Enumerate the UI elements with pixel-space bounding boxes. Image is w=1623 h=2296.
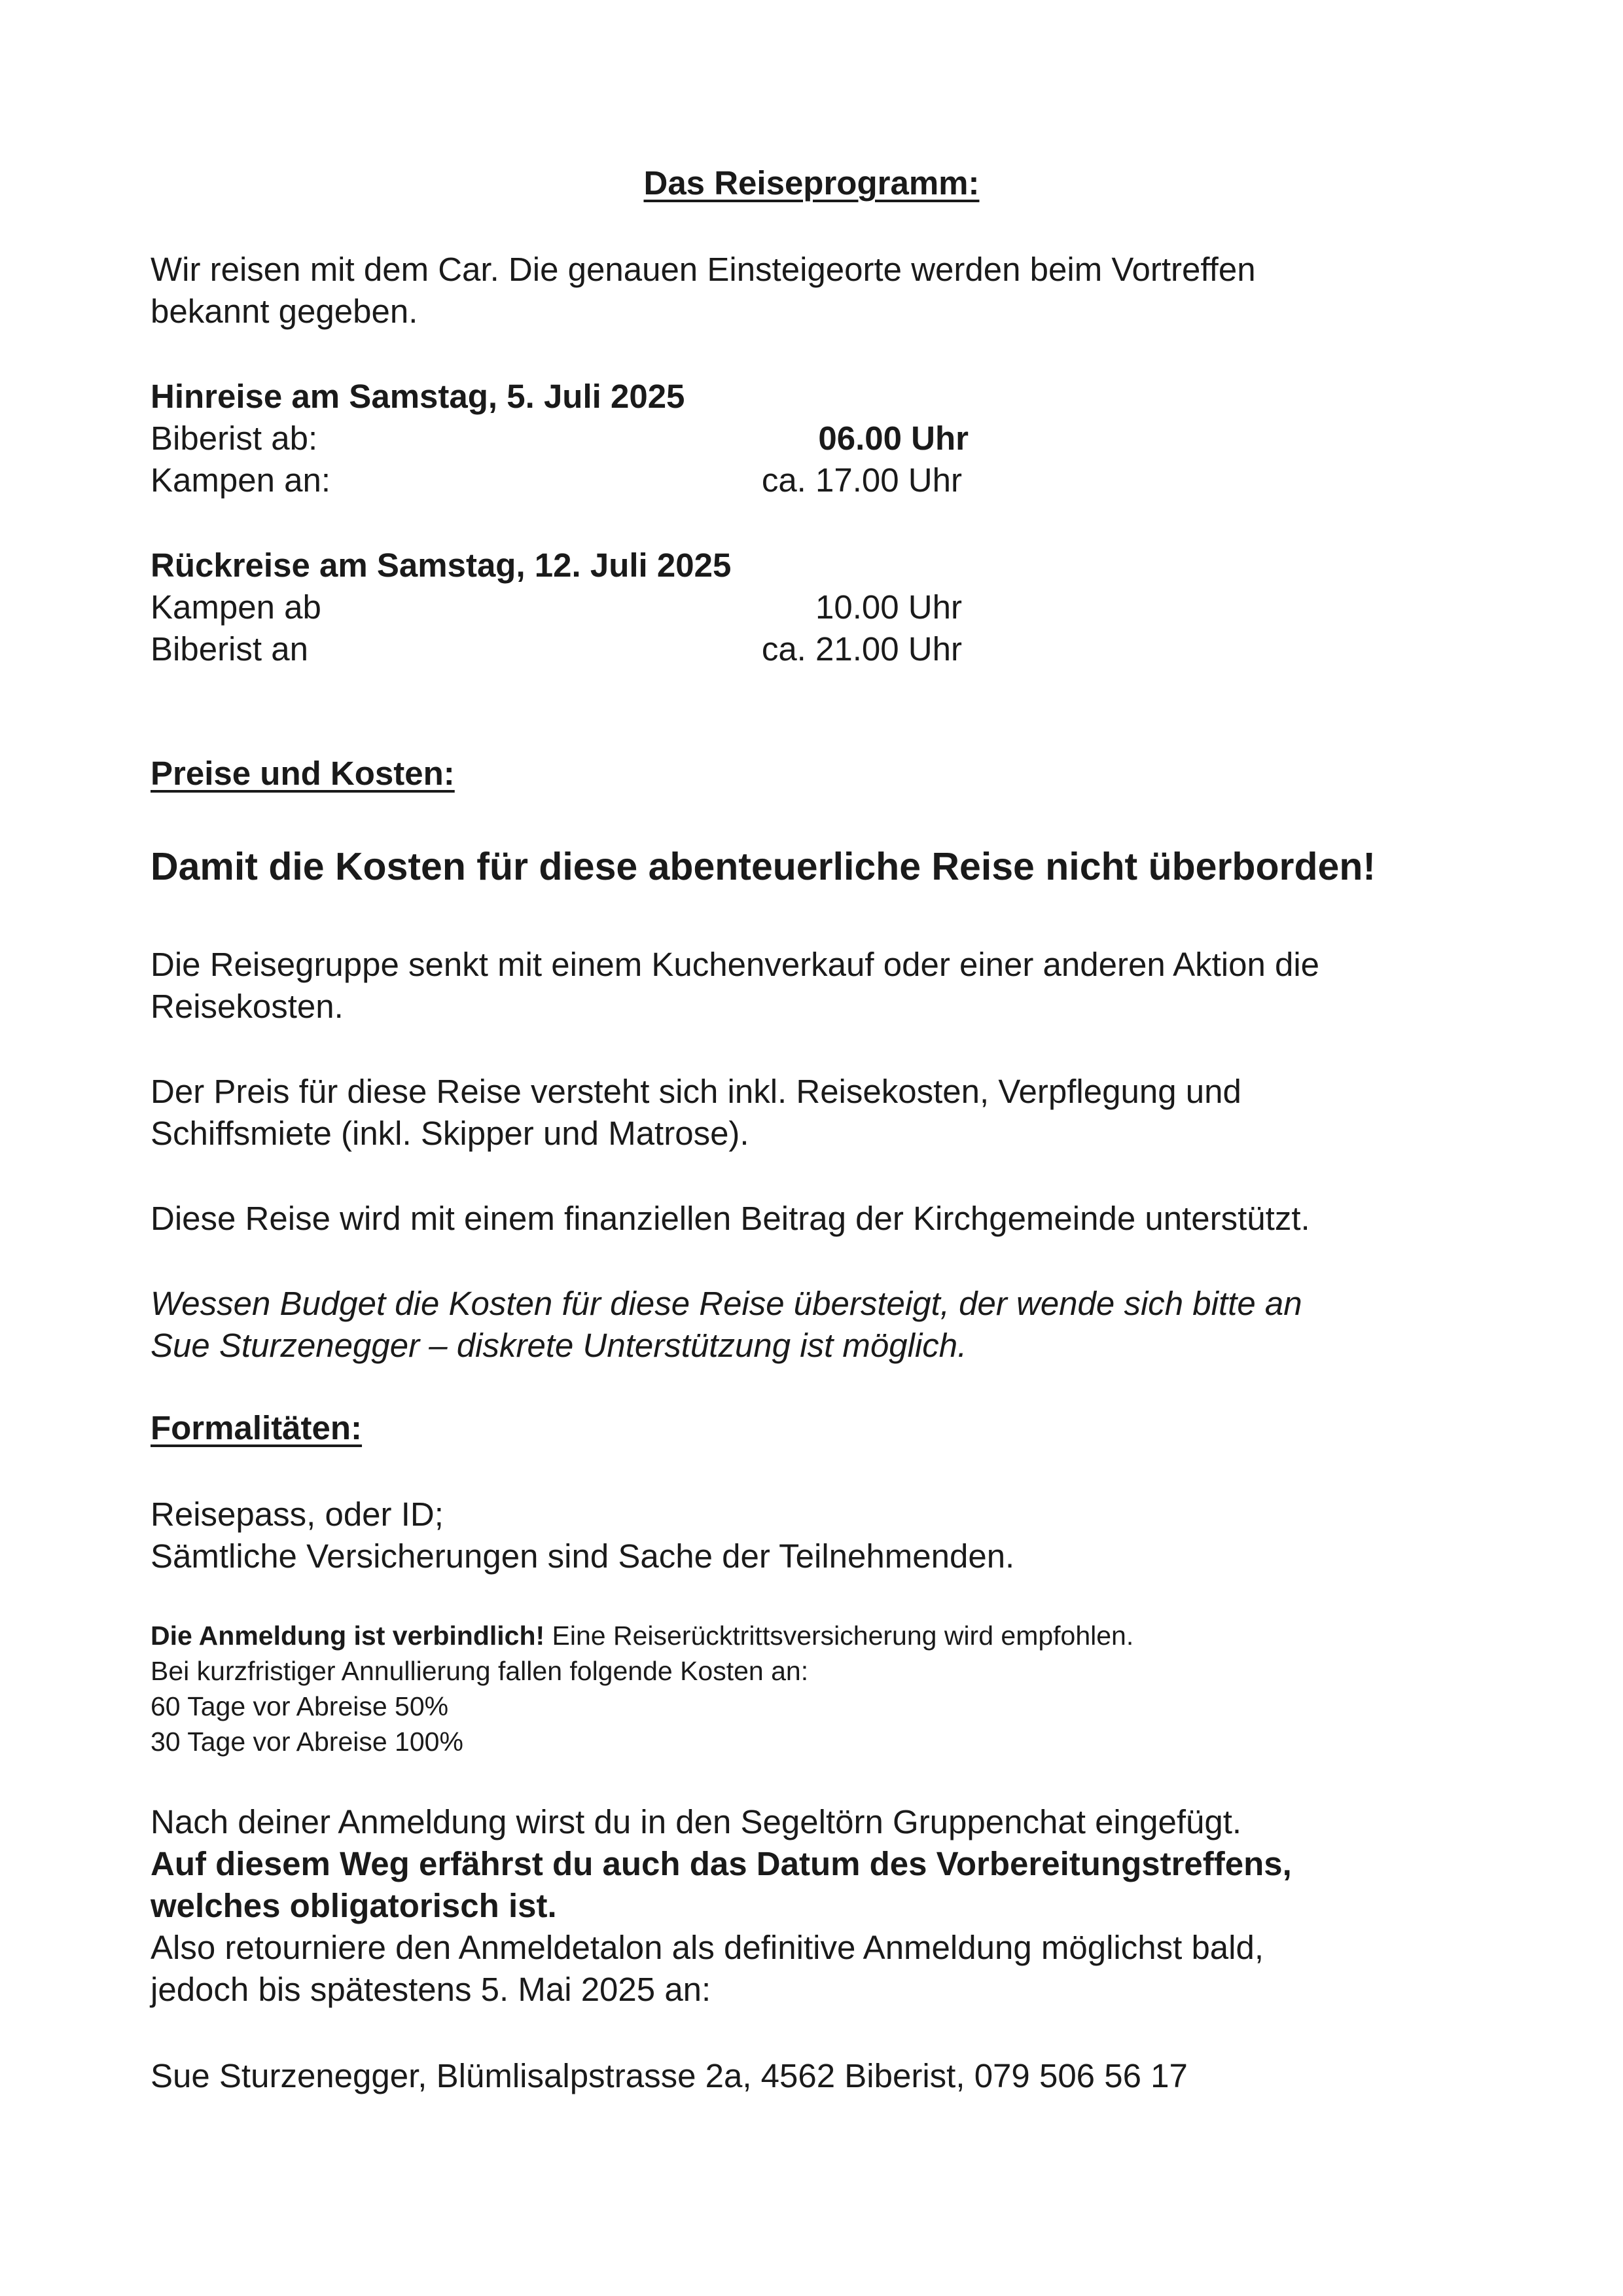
costs-p1-line-2: Reisekosten.: [151, 988, 344, 1025]
intro-line-1: Wir reisen mit dem Car. Die genauen Einsteigeorte werden beim Vortreffen: [151, 251, 1256, 288]
binding-notice-bold: Die Anmeldung ist verbindlich!: [151, 1621, 545, 1651]
page-title: Das Reiseprogramm:: [643, 164, 980, 202]
return-heading: Rückreise am Samstag, 12. Juli 2025: [151, 547, 732, 584]
cancellation-intro: Bei kurzfristiger Annullierung fallen folgende Kosten an:: [151, 1656, 809, 1686]
intro-paragraph: [151, 249, 1492, 332]
signup-line-3: jedoch bis spätestens 5. Mai 2025 an:: [151, 1971, 711, 2008]
schedule-time: ca. 17.00 Uhr: [761, 461, 962, 499]
formalities-line-1: Reisepass, oder ID;: [151, 1496, 444, 1533]
costs-paragraph-2: [151, 1071, 1492, 1155]
schedule-time: 10.00 Uhr: [815, 588, 962, 626]
costs-paragraph-1: [151, 944, 1492, 1028]
formalities-heading: Formalitäten:: [151, 1409, 363, 1446]
schedule-row-outbound-arrival: [151, 459, 962, 501]
costs-p1-line-1: Die Reisegruppe senkt mit einem Kuchenverkauf oder einer anderen Aktion die: [151, 946, 1320, 983]
costs-paragraph-4: [151, 1283, 1492, 1367]
signup-bold-line-2: welches obligatorisch ist.: [151, 1887, 557, 1924]
schedule-label: Biberist an: [151, 630, 308, 668]
schedule-time: ca. 21.00 Uhr: [761, 630, 962, 668]
costs-p4-line-1: Wessen Budget die Kosten für diese Reise übersteigt, der wende sich bitte an: [151, 1285, 1302, 1322]
contact-address: Sue Sturzenegger, Blümlisalpstrasse 2a, 4562 Biberist, 079 506 56 17: [151, 2057, 1188, 2094]
schedule-label: Kampen an:: [151, 461, 331, 499]
costs-tagline: Damit die Kosten für diese abenteuerliche Reise nicht überborden!: [151, 845, 1376, 888]
intro-line-2: bekannt gegeben.: [151, 293, 418, 330]
costs-p4-line-2: Sue Sturzenegger – diskrete Unterstützung ist möglich.: [151, 1327, 967, 1364]
schedule-label: Biberist ab:: [151, 420, 318, 457]
costs-p2-line-1: Der Preis für diese Reise versteht sich inkl. Reisekosten, Verpflegung und: [151, 1073, 1241, 1110]
cancellation-60-days: 60 Tage vor Abreise 50%: [151, 1691, 449, 1721]
formalities-line-2: Sämtliche Versicherungen sind Sache der Teilnehmenden.: [151, 1537, 1015, 1575]
binding-notice-rest: Eine Reiserücktrittsversicherung wird empfohlen.: [544, 1621, 1134, 1651]
schedule-row-return-departure: [151, 586, 962, 628]
schedule-time: 06.00 Uhr: [818, 420, 969, 457]
signup-line-2: Also retourniere den Anmeldetalon als definitive Anmeldung möglichst bald,: [151, 1929, 1264, 1966]
schedule-row-outbound-departure: [151, 418, 969, 459]
signup-bold-line-1: Auf diesem Weg erfährst du auch das Datum des Vorbereitungstreffens,: [151, 1845, 1292, 1882]
costs-heading: Preise und Kosten:: [151, 755, 455, 792]
cancellation-block: [151, 1618, 1492, 1759]
schedule-label: Kampen ab: [151, 588, 321, 626]
cancellation-30-days: 30 Tage vor Abreise 100%: [151, 1727, 463, 1757]
schedule-row-return-arrival: [151, 628, 962, 670]
formalities-paragraph: [151, 1494, 1492, 1577]
costs-p2-line-2: Schiffsmiete (inkl. Skipper und Matrose).: [151, 1115, 749, 1152]
signup-paragraph: [151, 1801, 1492, 2011]
costs-paragraph-3: Diese Reise wird mit einem finanziellen Beitrag der Kirchgemeinde unterstützt.: [151, 1200, 1310, 1237]
signup-line-1: Nach deiner Anmeldung wirst du in den Segeltörn Gruppenchat eingefügt.: [151, 1803, 1242, 1840]
outbound-heading: Hinreise am Samstag, 5. Juli 2025: [151, 378, 685, 415]
